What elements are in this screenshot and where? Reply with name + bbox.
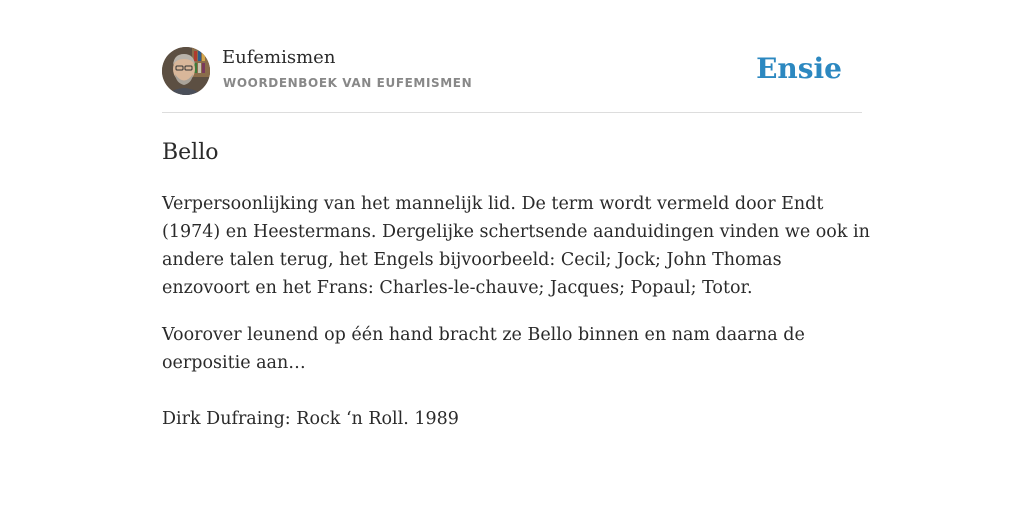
entry-card [162,0,870,429]
avatar[interactable] [162,47,210,95]
brand-logo[interactable]: Ensie [756,52,842,85]
author-portrait-icon [162,47,210,95]
entry-title: Bello [162,140,219,165]
author-name[interactable]: Eufemismen [222,47,336,68]
entry-example: Voorover leunend op één hand bracht ze Bello binnen en nam daarna de oerpositie aan… [162,325,805,373]
entry-source: Dirk Dufraing: Rock ‘n Roll. 1989 [162,409,459,429]
author-subtitle[interactable]: WOORDENBOEK VAN EUFEMISMEN [223,76,473,90]
header [162,0,862,113]
entry-definition: Verpersoonlijking van het mannelijk lid. De term wordt vermeld door Endt (1974) en Heestermans. Dergelijke schertsende aanduidingen vinden we ook in andere talen terug, het Engels bijvoorbeeld: Cecil; Jock; John Thomas enzovoort en het Frans: Charles-le-chauve; Jacques; Popaul; Totor. [162,194,870,298]
